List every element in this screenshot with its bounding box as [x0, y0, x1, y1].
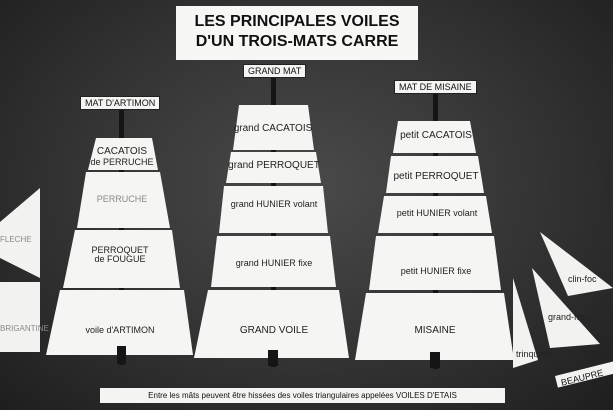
main-sail-label-1: grand CACATOIS	[233, 123, 313, 134]
main-sail-hunier-volant	[219, 186, 328, 233]
main-sail-grand-voile	[194, 290, 349, 358]
brigantine-sail	[0, 282, 40, 352]
fore-sail-label-2: petit PERROQUET	[393, 171, 479, 182]
mizzen-sail-label-4: voile d'ARTIMON	[85, 325, 155, 335]
brigantine-label: BRIGANTINE	[0, 324, 49, 333]
title-box	[176, 6, 418, 60]
grand-foc-label: grand-foc	[548, 312, 587, 322]
fore-sail-label-3: petit HUNIER volant	[396, 208, 478, 218]
fore-sail-hunier-fixe	[369, 236, 501, 290]
fore-sail-label-5: MISAINE	[414, 325, 456, 336]
title-line-2: D'UN TROIS-MATS CARRE	[195, 33, 399, 50]
clin-foc-label: clin-foc	[568, 274, 597, 284]
mizzen-sail-label-2: PERRUCHE	[96, 194, 148, 204]
mizzen-sail-label-1	[74, 147, 170, 167]
fleche-label: FLECHE	[0, 235, 32, 244]
fleche-sail	[0, 188, 40, 278]
fore-sail-label-4: petit HUNIER fixe	[400, 266, 472, 276]
main-sail-label-2: grand PERROQUET	[228, 160, 320, 171]
clin-foc-sail	[540, 232, 613, 296]
caption: Entre les mâts peuvent être hissées des voiles triangulaires appelées VOILES D'ETAIS	[100, 388, 505, 403]
mizzen-sail-label-3	[64, 246, 176, 265]
title-line-1: LES PRINCIPALES VOILES	[194, 13, 400, 30]
mast-label-artimon: MAT D'ARTIMON	[80, 96, 160, 110]
main-sail-label-3: grand HUNIER volant	[230, 199, 318, 209]
mizzen-sail-label-1-line1: CACATOIS	[96, 146, 148, 157]
fore-sail-label-1: petit CACATOIS	[400, 130, 472, 141]
main-sail-label-4: grand HUNIER fixe	[235, 258, 313, 268]
mizzen-sail-label-1-line2: de PERRUCHE	[90, 156, 154, 167]
mast-label-grand-mat: GRAND MAT	[243, 64, 306, 78]
beaupre-label: BEAUPRE	[560, 367, 605, 388]
main-sail-label-5: GRAND VOILE	[239, 325, 309, 336]
main-mast-graphics	[194, 75, 349, 367]
mizzen-sail-artimon	[46, 290, 193, 355]
mast-label-misaine: MAT DE MISAINE	[394, 80, 477, 94]
mizzen-sail-label-3-line2: de FOUGUE	[94, 254, 146, 265]
mizzen-sail-label-3-line1: PERROQUET	[91, 245, 149, 255]
trinquette-label: trinquette	[516, 349, 554, 359]
